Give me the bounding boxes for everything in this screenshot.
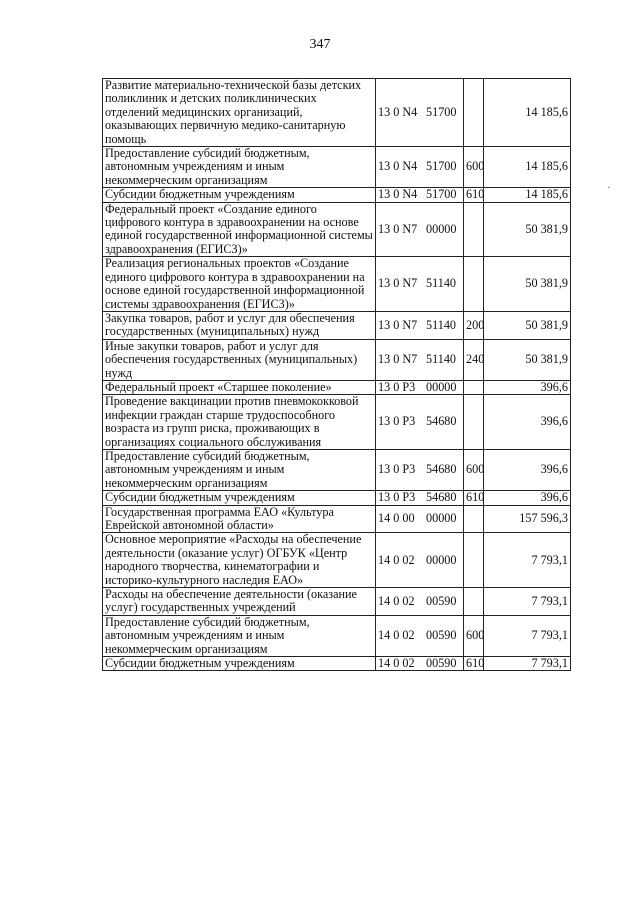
target-article-cell [376,202,464,257]
table-row [103,202,571,257]
program-code: 14 0 00 [378,511,415,526]
expense-name-cell: Субсидии бюджетным учреждениям [103,657,376,671]
table-row [103,79,571,147]
budget-table [102,78,571,671]
expense-type-cell: 610 [464,491,484,505]
table-row [103,505,571,533]
table-row [103,533,571,588]
target-article-cell [376,257,464,312]
table-row [103,257,571,312]
amount-cell: 50 381,9 [484,257,571,312]
program-code: 13 0 N7 [378,317,418,332]
table-row [103,188,571,202]
expense-type-cell [464,257,484,312]
budget-table-body [103,79,571,671]
direction-code: 54680 [426,462,457,477]
program-code: 13 0 N7 [378,221,418,236]
amount-cell: 7 793,1 [484,533,571,588]
expense-name-cell: Предоставление субсидий бюджетным, автономным учреждениям и иным некоммерческим организациям [103,449,376,490]
program-code: 13 0 N4 [378,187,418,202]
amount-cell: 396,6 [484,395,571,450]
target-article-cell [376,395,464,450]
expense-name-cell: Субсидии бюджетным учреждениям [103,188,376,202]
expense-type-cell [464,202,484,257]
expense-type-cell [464,79,484,147]
direction-code: 54680 [426,414,457,429]
program-code: 13 0 P3 [378,490,416,505]
amount-cell: 7 793,1 [484,615,571,656]
direction-code: 51140 [426,276,457,291]
expense-name-cell: Реализация региональных проектов «Создание единого цифрового контура в здравоохранении на основе единой государственной информационной системы здравоохранения (ЕГИСЗ)» [103,257,376,312]
program-code: 13 0 N4 [378,159,418,174]
table-row [103,339,571,380]
expense-name-cell: Закупка товаров, работ и услуг для обеспечения государственных (муниципальных) нужд [103,311,376,339]
direction-code: 51700 [426,159,457,174]
amount-cell: 50 381,9 [484,339,571,380]
expense-name-cell: Иные закупки товаров, работ и услуг для обеспечения государственных (муниципальных) нужд [103,339,376,380]
target-article-cell [376,588,464,616]
table-row [103,311,571,339]
direction-code: 51700 [426,104,457,119]
table-row [103,491,571,505]
target-article-cell [376,311,464,339]
target-article-cell [376,615,464,656]
table-row [103,147,571,188]
target-article-cell [376,188,464,202]
target-article-cell [376,449,464,490]
expense-name-cell: Основное мероприятие «Расходы на обеспечение деятельности (оказание услуг) ОГБУК «Центр народного творчества, кинематографии и историко-культурного наследия ЕАО» [103,533,376,588]
direction-code: 00590 [426,593,457,608]
amount-cell: 7 793,1 [484,657,571,671]
direction-code: 51140 [426,352,457,367]
amount-cell: 50 381,9 [484,311,571,339]
program-code: 13 0 N7 [378,352,418,367]
expense-type-cell [464,533,484,588]
target-article-cell [376,339,464,380]
amount-cell: 50 381,9 [484,202,571,257]
expense-name-cell: Развитие материально-технической базы детских поликлиник и детских поликлинических отделений медицинских организаций, оказывающих первичную медико-санитарную помощь [103,79,376,147]
amount-cell: 7 793,1 [484,588,571,616]
direction-code: 51140 [426,317,457,332]
amount-cell: 14 185,6 [484,147,571,188]
direction-code: 00000 [426,552,457,567]
table-row [103,657,571,671]
expense-name-cell: Предоставление субсидий бюджетным, автономным учреждениям и иным некоммерческим организациям [103,615,376,656]
program-code: 13 0 N4 [378,104,418,119]
expense-name-cell: Субсидии бюджетным учреждениям [103,491,376,505]
table-row [103,449,571,490]
scan-mark: · [607,183,611,194]
program-code: 13 0 P3 [378,379,416,394]
direction-code: 00590 [426,656,457,671]
expense-name-cell: Федеральный проект «Создание единого цифрового контура в здравоохранении на основе единой государственной информационной системы здравоохранения (ЕГИСЗ)» [103,202,376,257]
program-code: 14 0 02 [378,552,415,567]
expense-type-cell: 200 [464,311,484,339]
target-article-cell [376,380,464,394]
program-code: 14 0 02 [378,656,415,671]
amount-cell: 157 596,3 [484,505,571,533]
direction-code: 54680 [426,490,457,505]
expense-type-cell: 610 [464,657,484,671]
expense-type-cell [464,380,484,394]
expense-name-cell: Расходы на обеспечение деятельности (оказание услуг) государственных учреждений [103,588,376,616]
target-article-cell [376,79,464,147]
expense-type-cell: 600 [464,615,484,656]
amount-cell: 14 185,6 [484,188,571,202]
target-article-cell [376,657,464,671]
direction-code: 00000 [426,221,457,236]
program-code: 13 0 P3 [378,414,416,429]
direction-code: 00590 [426,628,457,643]
program-code: 14 0 02 [378,628,415,643]
expense-name-cell: Проведение вакцинации против пневмококковой инфекции граждан старше трудоспособного возраста из групп риска, проживающих в организациях социального обслуживания [103,395,376,450]
table-row [103,588,571,616]
expense-type-cell: 600 [464,449,484,490]
page-number: 347 [309,37,331,52]
amount-cell: 14 185,6 [484,79,571,147]
target-article-cell [376,505,464,533]
direction-code: 51700 [426,187,457,202]
expense-name-cell: Федеральный проект «Старшее поколение» [103,380,376,394]
target-article-cell [376,147,464,188]
expense-name-cell: Предоставление субсидий бюджетным, автономным учреждениям и иным некоммерческим организациям [103,147,376,188]
table-row [103,615,571,656]
expense-type-cell [464,395,484,450]
expense-type-cell [464,505,484,533]
table-row [103,395,571,450]
target-article-cell [376,491,464,505]
amount-cell: 396,6 [484,449,571,490]
expense-type-cell: 240 [464,339,484,380]
amount-cell: 396,6 [484,491,571,505]
direction-code: 00000 [426,511,457,526]
program-code: 13 0 P3 [378,462,416,477]
amount-cell: 396,6 [484,380,571,394]
program-code: 14 0 02 [378,593,415,608]
expense-name-cell: Государственная программа ЕАО «Культура Еврейской автономной области» [103,505,376,533]
expense-type-cell: 600 [464,147,484,188]
table-row [103,380,571,394]
direction-code: 00000 [426,379,457,394]
program-code: 13 0 N7 [378,276,418,291]
target-article-cell [376,533,464,588]
expense-type-cell: 610 [464,188,484,202]
expense-type-cell [464,588,484,616]
